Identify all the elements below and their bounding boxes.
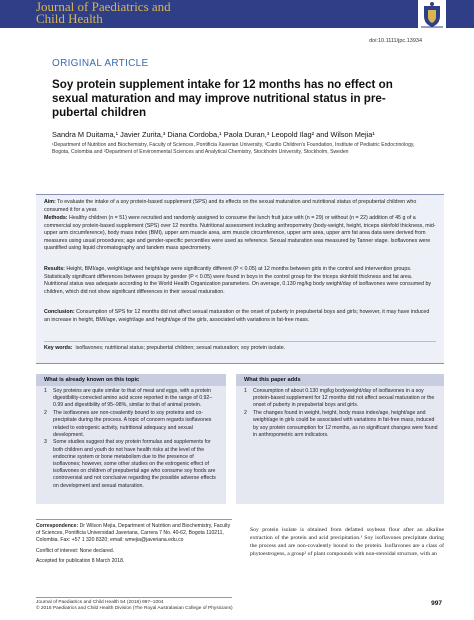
list-item [44, 439, 220, 489]
list-item [44, 410, 220, 439]
methods-label: Methods: [44, 215, 68, 221]
aim-text: To evaluate the intake of a soy protein-based supplement (SPS) and its effects on the sexual maturation and nutritional status of prepubertal children who consumed it for a year. [44, 199, 417, 213]
list-number: 1 [44, 388, 47, 394]
paper-adds-list [244, 388, 438, 439]
article-type-label: ORIGINAL ARTICLE [52, 58, 149, 69]
doi-text: doi:10.1111/jpc.13934 [369, 38, 422, 44]
list-number: 2 [244, 410, 247, 417]
abstract-methods [44, 215, 436, 253]
correspondence-body: Dr Wilson Mejia, Department of Nutrition and Biochemistry, Faculty of Sciences, Pontificia Universidad Javeriana, Carrera 7 No. 40-62, Bogota 110211, Colombia. Fax: +57 1 320 8320; email: wmejia@javeriana.edu.co [36, 523, 231, 544]
known-topic-list [44, 388, 220, 490]
journal-title-line2: Child Health [36, 11, 103, 26]
results-text: Height, BMI/age, weight/age and height/age were significantly different (P < 0.05) at 12 months between girls in the control and intervention groups. Statistically significant differences between groups by gender (P < 0.05) were found in boys in the control group for the triceps skinfold thickness and fat area. Nutritional status was adequate according to the World Health Organization parameters. On average, 0.130 mg/kg body weight/day of isoflavones were consumed by children, which did not show significant differences in their sexual maturation. [44, 266, 432, 295]
abstract-box [36, 194, 444, 364]
footer-divider [36, 597, 232, 598]
results-label: Results: [44, 266, 65, 272]
footer-journal-line: Journal of Paediatrics and Child Health 54 (2018) 997–1004 [36, 600, 164, 605]
methods-text: Healthy children (n = 51) were recruited and randomly assigned to consume the lunch fruit juice with (n = 29) or without (n = 22) addition of 45 g of a commercial soy protein-based supplement (SPS) over 12 months. Nutritional assessment including anthropometry (body-weight, height, triceps skinfold thickness, mid-upper arm circumference), body mass index (BMI), upper arm muscle area, arm muscle circumference, upper arm area, upper arm fat area data were derived from measures using usual procedures; age and gender-specific percentiles were used as reference. Sexual maturation was measured by Tanner stage. Isoflavones were quantified using liquid chromatography and tandem mass spectrometry. [44, 215, 436, 252]
conclusion-label: Conclusion: [44, 309, 75, 315]
affiliations: ¹Department of Nutrition and Biochemistry, Faculty of Sciences, Pontificia Xaverian University, ³Cardio Children's Foundation, Institute of Pediatric Endocrinology, Bogota, Colombia and ²Department of Environmental Sciences and Analytical Chemistry, Stockholm University, Stockholm, Sweden [52, 142, 415, 155]
list-number: 1 [244, 388, 247, 394]
known-topic-heading: What is already known on this topic [36, 374, 226, 386]
abstract-conclusion [44, 309, 436, 324]
paper-adds-heading: What this paper adds [236, 374, 444, 386]
list-number: 2 [44, 410, 47, 417]
correspondence-text [36, 523, 231, 545]
list-number: 3 [44, 439, 47, 446]
list-item-text: The isoflavones are non-covalently bound to soy proteins and co-precipitate during the process. A topic of concern regards isoflavones related to estrogenic activity, nutritional adequacy and sexual development. [53, 410, 212, 438]
correspondence-block [36, 523, 231, 565]
list-item-text: Some studies suggest that soy protein formulas and supplements for both children and youth do not have health risks at the level of the endocrine system or bone metabolism due to the presence of isoflavones; however, some other studies on the estrogenic effect of isoflavones on children of prepubertal age who consume soy foods are controversial and not conclusive regarding the possible adverse effects on development and sexual maturation. [53, 439, 216, 489]
page-number: 997 [431, 600, 442, 607]
divider [36, 519, 232, 520]
conflict-of-interest: Conflict of interest: None declared. [36, 547, 115, 554]
abstract-aim [44, 199, 436, 214]
article-title: Soy protein supplement intake for 12 months has no effect on sexual maturation and may improve nutritional status in pre-pubertal children [52, 78, 393, 119]
keywords-row [44, 341, 436, 353]
keywords-text: isoflavones; nutritional status; prepubertal children; sexual maturation; soy protein isolate. [75, 345, 286, 351]
abstract-results [44, 266, 436, 296]
society-crest-logo [418, 0, 446, 30]
list-item-text: Soy proteins are quite similar to that of meat and eggs, with a protein digestibility-corrected amino acid score reported in the range of 0.92–0.99 and digestibility of 95–98%, similar to that of animal protein. [53, 388, 213, 409]
body-paragraph: Soy protein isolate is obtained from defatted soybean flour after an alkaline extraction of the protein and acid precipitation.¹ Soy isoflavones precipitate during the process and are non-covalently bound to the protein. Isoflavones are a class of phytoestrogens, a group² of plant compounds with non-steroidal structure, with an [250, 527, 444, 558]
journal-banner [0, 0, 474, 28]
keywords-label: Key words: [44, 345, 73, 351]
journal-title-line1: Journal of Paediatrics and [36, 0, 171, 14]
aim-label: Aim: [44, 199, 56, 205]
list-item [44, 388, 220, 410]
list-item [244, 410, 438, 439]
journal-title [36, 1, 171, 25]
known-topic-box [36, 374, 226, 504]
list-item-text: Consumption of about 0.130 mg/kg bodyweight/day of isoflavones in a soy protein-based supplement for 12 months did not affect sexual maturation or the onset of puberty in prepubertal boys and girls. [253, 388, 435, 409]
footer-citation [36, 600, 233, 612]
paper-adds-box [236, 374, 444, 504]
list-item-text: The changes found in weight, height, body mass index/age, height/age and weight/age in girls could be associated with variations in fat-free mass, induced by soy protein consumption for 12 months, as no significant changes were found in anthropometric arm indicators. [253, 410, 438, 438]
conclusion-text: Consumption of SPS for 12 months did not affect sexual maturation or the onset of puberty in prepubertal boys and girls; however, it may have induced an increase in height, BMI/age, weight/age and height/age of the girls, associated with variations in fat-free mass. [44, 309, 430, 323]
author-list: Sandra M Duitama,¹ Javier Zurita,³ Diana Cordoba,¹ Paola Duran,³ Leopold Ilag² and Wilson Mejia¹ [52, 130, 375, 139]
accepted-date: Accepted for publication 8 March 2018. [36, 557, 125, 564]
list-item [244, 388, 438, 410]
correspondence-label: Correspondence: [36, 523, 79, 529]
footer-copyright-line: © 2018 Paediatrics and Child Health Division (The Royal Australasian College of Physicians) [36, 606, 233, 611]
